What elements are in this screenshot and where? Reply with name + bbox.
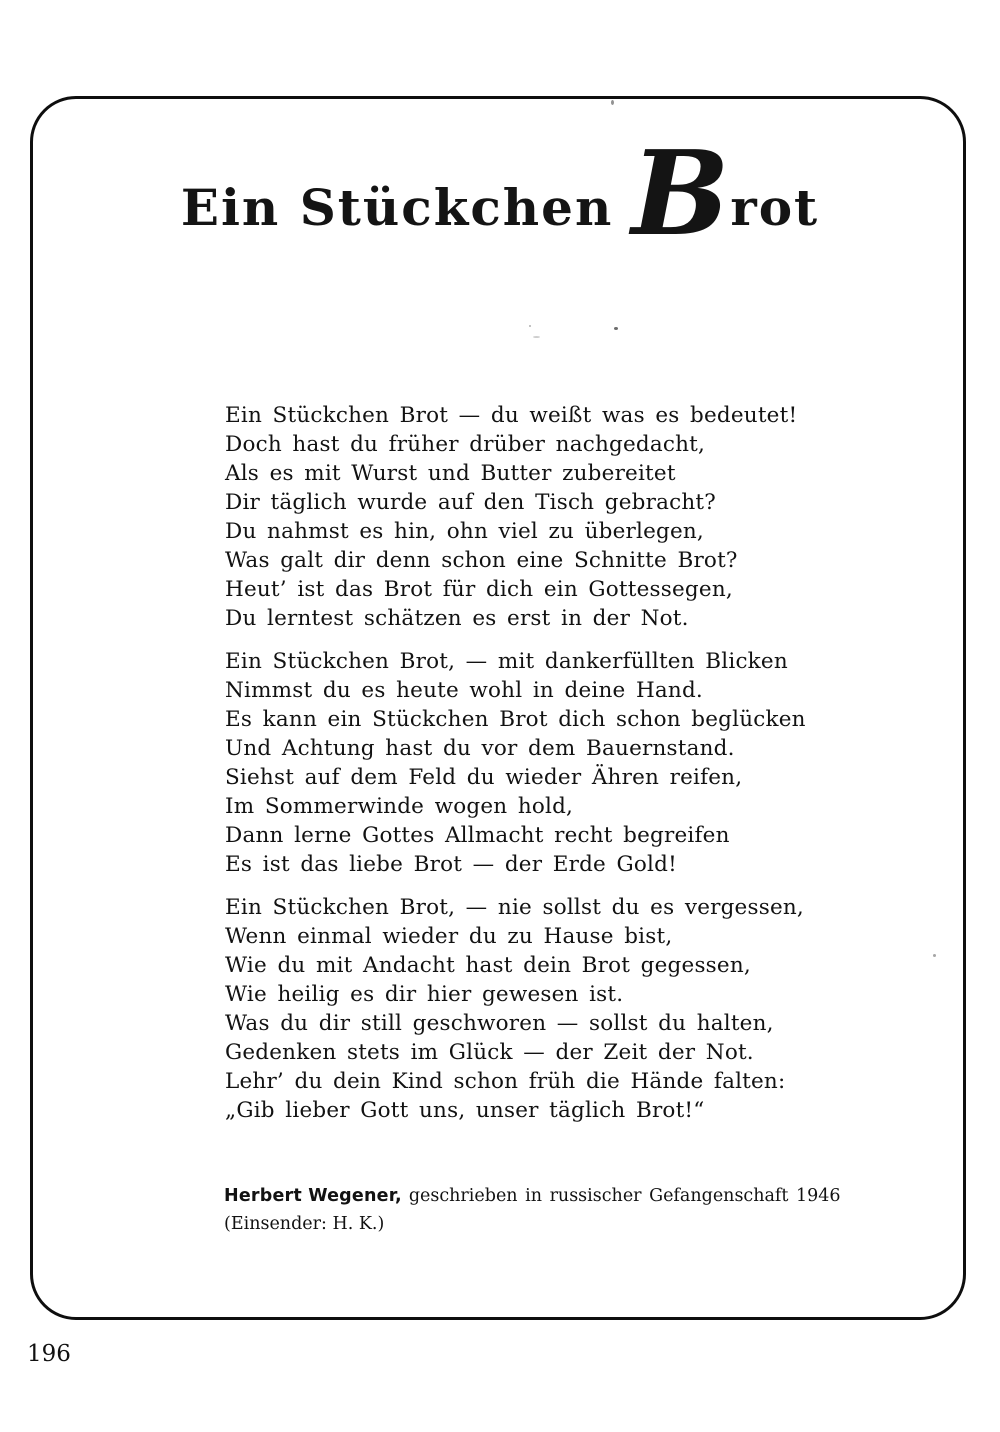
attribution-sender: (Einsender: H. K.) <box>224 1214 385 1234</box>
attribution-block <box>224 1182 841 1238</box>
poem-line: Ein Stückchen Brot, — nie sollst du es vergessen, <box>225 895 804 920</box>
poem-line: Es kann ein Stückchen Brot dich schon beglücken <box>225 707 806 732</box>
poem-line: Es ist das liebe Brot — der Erde Gold! <box>225 852 677 877</box>
poem-line: Siehst auf dem Feld du wieder Ähren reifen, <box>225 765 743 790</box>
poem-line: Was galt dir denn schon eine Schnitte Brot? <box>225 548 738 573</box>
attribution-note: geschrieben in russischer Gefangenschaft 1946 <box>408 1186 841 1206</box>
scan-speck <box>533 336 540 338</box>
poem-body <box>225 401 806 1139</box>
poem-line: Doch hast du früher drüber nachgedacht, <box>225 432 706 457</box>
scan-speck <box>529 325 531 327</box>
stanza-3 <box>225 893 806 1125</box>
scan-speck <box>611 100 614 105</box>
scan-speck <box>933 954 936 957</box>
poem-line: Ein Stückchen Brot — du weißt was es bedeutet! <box>225 403 798 428</box>
stanza-1 <box>225 401 806 633</box>
poem-line: Wie heilig es dir hier gewesen ist. <box>225 982 624 1007</box>
poem-line: Dann lerne Gottes Allmacht recht begreifen <box>225 823 730 848</box>
poem-title-text-left: Ein Stückchen <box>180 178 614 237</box>
poem-title: Ein Stückchen B rot <box>180 126 820 262</box>
poem-line: Lehr’ du dein Kind schon früh die Hände falten: <box>225 1069 786 1094</box>
page-number: 196 <box>27 1341 71 1367</box>
scan-speck <box>614 327 618 330</box>
attribution-line-1 <box>224 1182 841 1210</box>
poem-line: Im Sommerwinde wogen hold, <box>225 794 574 819</box>
poem-line: Als es mit Wurst und Butter zubereitet <box>225 461 676 486</box>
poem-line: „Gib lieber Gott uns, unser täglich Brot!“ <box>225 1098 705 1123</box>
poem-line: Heut’ ist das Brot für dich ein Gottessegen, <box>225 577 733 602</box>
poem-line: Nimmst du es heute wohl in deine Hand. <box>225 678 703 703</box>
poem-line: Ein Stückchen Brot, — mit dankerfüllten Blicken <box>225 649 788 674</box>
poem-line: Wenn einmal wieder du zu Hause bist, <box>225 924 673 949</box>
poem-line: Wie du mit Andacht hast dein Brot gegessen, <box>225 953 751 978</box>
poem-line: Was du dir still geschworen — sollst du halten, <box>225 1011 774 1036</box>
poem-line: Gedenken stets im Glück — der Zeit der Not. <box>225 1040 754 1065</box>
poem-title-text-right: rot <box>730 178 820 237</box>
poem-line: Du lerntest schätzen es erst in der Not. <box>225 606 689 631</box>
poem-line: Dir täglich wurde auf den Tisch gebracht? <box>225 490 716 515</box>
poem-line: Du nahmst es hin, ohn viel zu überlegen, <box>225 519 704 544</box>
poem-line: Und Achtung hast du vor dem Bauernstand. <box>225 736 735 761</box>
stanza-2 <box>225 647 806 879</box>
author-name: Herbert Wegener, <box>224 1186 402 1206</box>
